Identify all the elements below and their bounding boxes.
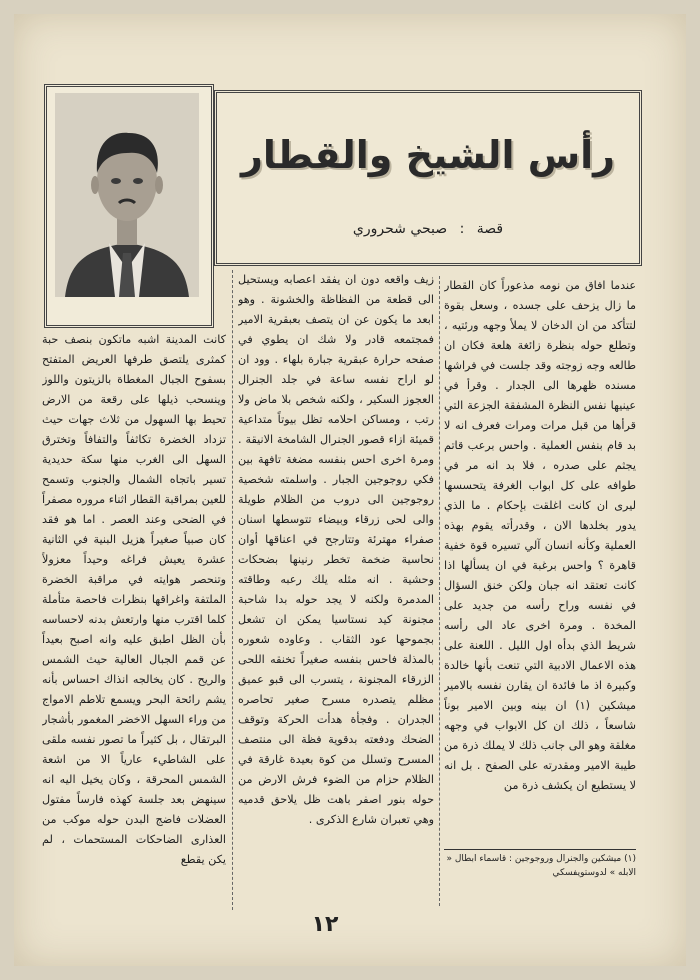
footnote-rule <box>444 849 636 850</box>
text-column-right <box>444 276 636 836</box>
article-body-paragraph: زيف واقعه دون ان يفقد اعصابه ويستحيل الى قطعة من الفظاظة والخشونة . وهو ابعد ما يكون عن ان يتصف بعبقرية الامير فمجتمعه قادر ولا شك ان يطوي في صفحه حرارة عبقرية جبارة بلهاء . وود ان لو اراح نفسه ساعة في جلد الجنرال العجوز السكير ، ولكنه شخص بلا ماض ولا رتب ، ومساكن احلامه تظل بيوتاً متداعية قميئة ازاء قصور الجنرال الشامخة الانيقة . ومرة اخرى احس بنفسه مضغة تافهة بين فكي روجوجين الجبار . واسلمته شخصية روجوجين الى دروب من الظلام طويلة والى لحى زرقاء وبيضاء تتوسطها اسنان صفراء مهترئة وتتارجح في اعناقها أوان نحاسية ضخمة تخطر رنينها بضحكات وحشية . انه مثله يلك رعبه وطاقته المدمرة ولكنه لا يجد حوله بدا شاحبة مجنونة كيد نستاسيا يمكن ان تشعل بجموحها عود الثقاب . وعاوده شعوره بالمذلة فاحس بنفسه صغيراً تخنقه اللحى الزرقاء المجنونة ، يتسرب الى قبو عميق مظلم يتصدره مسرح صغير تحاصره الجدران . وفجأة هدأت الحركة وتوقف الضحك ودفعته بدقوية فظة الى منتصف المسرح وتسلل من كوة بعيدة غارقة في الظلام حزام من الضوء فرش الارض من حوله بنور اصفر باهت ظل يلاحق قدميه وهي تعبران شارع الذكرى . <box>238 273 434 826</box>
article-body-paragraph: عندما افاق من نومه مذعوراً كان القطار ما زال يزحف على جسده ، وسعل بقوة لتتأكد من ان الدخان لا يملأ وجهه ورئتيه ، وتطلع حوله بنظرة زائغة هلعة فكان ان طالعه وجه زوجته وقد جلست في فراشها مسنده ظهرها الى الجدار . وقرأ في عينيها نفس النظرة المشفقة الجزعة التي قرأها من قبل مرات ومرات فعرف انه لا بد قام بنفس العملية . واحس برعب قاتم يجثم على صدره ، فلا بد انه مر في طوافه على كل ابواب الغرفة يتحسسها ليرى ان كانت اغلقت بإحكام . ما الذي يدور بخلدها الان ، وقدرأته يقوم بهذه العملية وكأنه انسان آلي تسيره قوة خفية قاهرة ؟ واحس برغبة في ان يسألها اذا كانت تعتقد انه جبان ولكن خنق السؤال في نفسه وراح رأسه من جديد على المخدة . ومرة اخرى عاد الى رأسه شريط الذي بدأه اول الليل . اللعنة على هذه الاعمال الادبية التي تنعت بأنها خالدة وكبيرة اذ ما فائدة ان يقارن نفسه بالامير ميشكين (١) ان بينه وبين الامير بوناً شاسعاً ، ذلك ان كل الابواب في وجهه مغلقة وهو الى جانب ذلك لا يملك ذرة من طيبة الامير ومقدرته على الصفح . بل انه لا يستطيع ان يكشف ذرة من <box>444 279 636 792</box>
byline-label: قصة <box>476 221 504 237</box>
author-portrait <box>55 93 199 297</box>
magazine-page <box>14 14 686 966</box>
article-body-paragraph: كانت المدينة اشبه ماتكون بنصف حبة كمثرى يلتصق طرفها العريض المتفتح بسفوح الجبال المغطاة بالزيتون واللوز وينسحب ذيلها على رقعة من الارض تحيط بها السهول من ثلاث جهات حيث تزداد الخضرة تكاثفاً والتفافاً وتخترق السهل الى الغرب منها سكة حديدية تسير باتجاه الشمال والجنوب وتسمح للعين بمراقبة القطار اثناء مروره مصفراً في الضحى وعند العصر . اما هو فقد كان صبياً صغيراً هزيل البنية في الثانية عشرة يعيش فراغه وحيداً معزولاً وتنحصر هوايته في مراقبة الخضرة الملتفة واغراقها بنظرات فاحصة متأملة كلما اقترب منها وارتعش بدنه لاحساسه بأن الظل اطبق عليه وانه اصبح بعيداً عن قمم الجبال العالية حيث الشمس والريح . كان يخالجه انذاك احساس بأنه يشم رائحة البحر ويسمع تلاطم الامواج من وراء السهل الاخضر المغمور بأشجار البرتقال ، بل كثيراً ما تصور نفسه ملقى على الشاطيء عارياً الا من اشعة الشمس المحرقة ، وكان يخيل اليه انه سينهض بعد جلسة كهذه فارساً مفتول العضلات فاضج البدن حوله موكب من العذارى الضاحكات المستحمات ، لم يكن يقطع <box>42 333 226 866</box>
portrait-illustration <box>55 93 199 297</box>
byline <box>217 221 639 237</box>
page-number: ١٢ <box>311 912 339 937</box>
text-column-left <box>42 330 226 910</box>
author-name: صبحي شحروري <box>352 221 448 237</box>
title-box <box>214 90 642 266</box>
byline-separator: : <box>459 221 465 237</box>
footnote: (١) ميشكين والجنرال وروجوجين : قاسماء ابطال « الابله » لدوستويفسكي <box>446 854 636 878</box>
text-column-middle <box>238 270 434 910</box>
column-divider <box>439 276 440 906</box>
article-title: رأس الشيخ والقطار <box>240 133 616 177</box>
column-divider <box>232 270 233 910</box>
author-portrait-frame <box>44 84 214 328</box>
